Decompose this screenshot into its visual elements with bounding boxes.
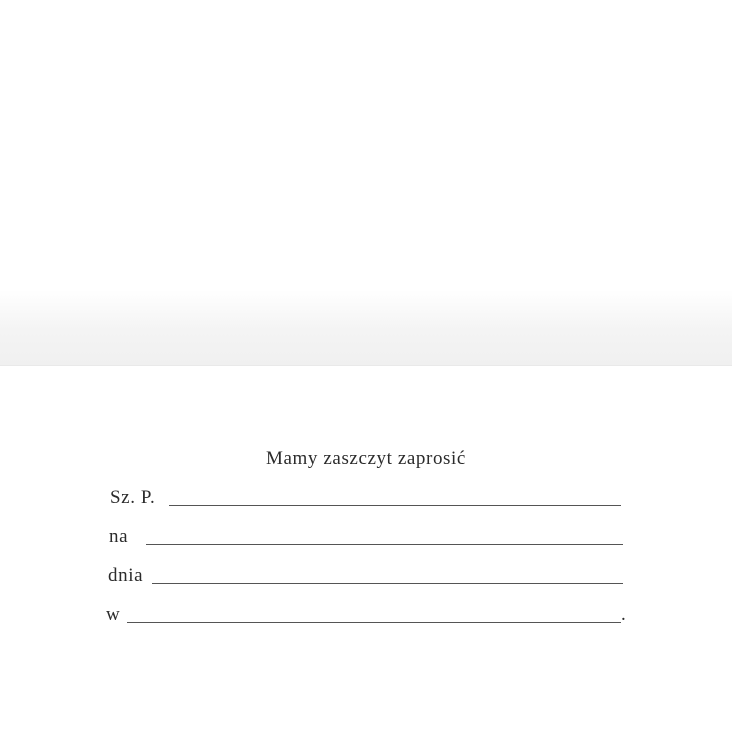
event-blank-line[interactable]: [146, 544, 623, 545]
place-blank-line[interactable]: [127, 622, 621, 623]
recipient-blank-line[interactable]: [169, 505, 621, 506]
place-label: w: [106, 604, 121, 625]
invitation-heading: Mamy zaszczyt zaprosić: [266, 448, 466, 469]
place-period: .: [621, 604, 626, 625]
invitation-form: [0, 366, 732, 732]
date-label: dnia: [108, 565, 144, 586]
event-label: na: [109, 526, 129, 547]
date-blank-line[interactable]: [152, 583, 623, 584]
recipient-label: Sz. P.: [110, 487, 156, 508]
